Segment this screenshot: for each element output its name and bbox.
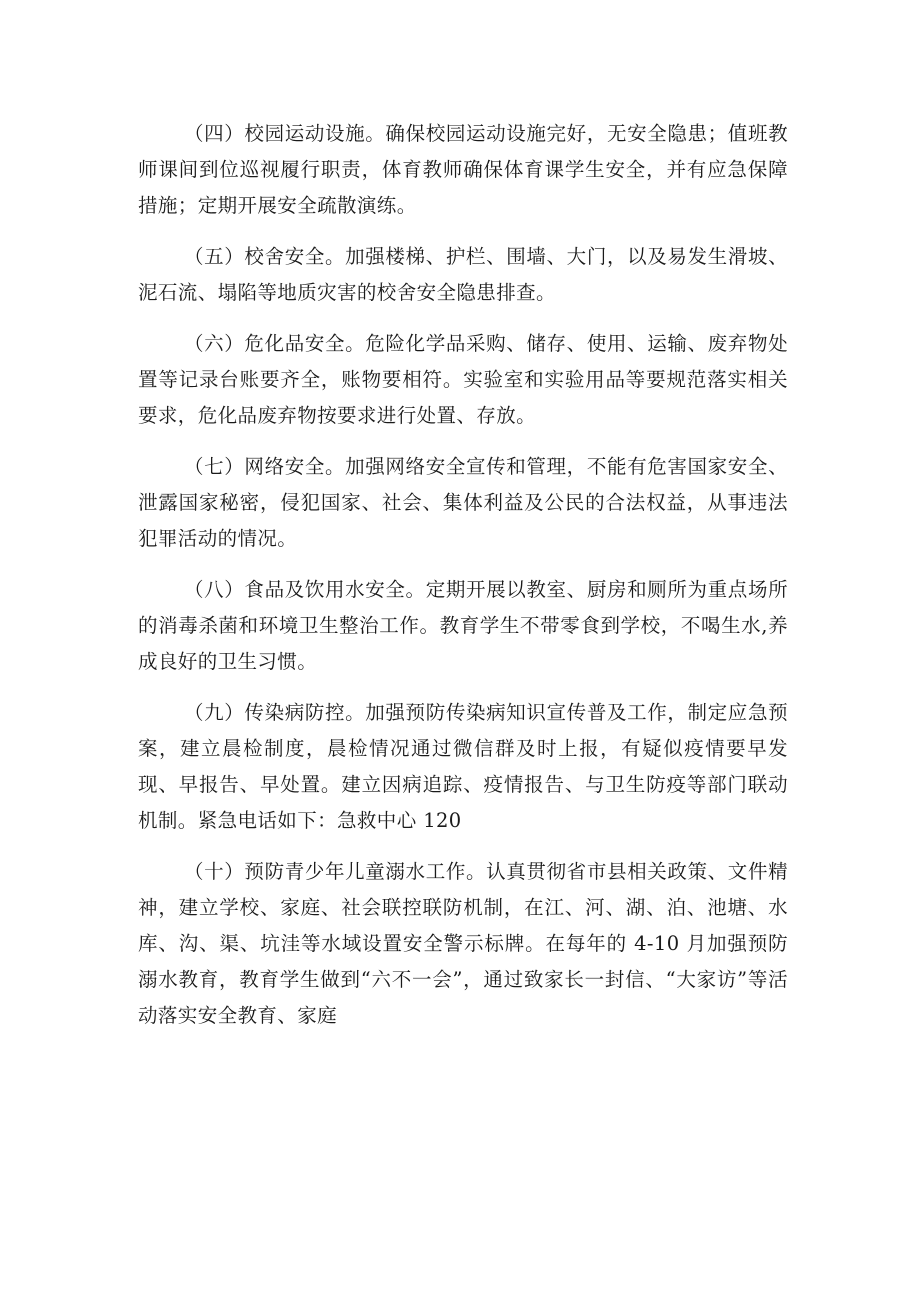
paragraph-infectious-disease-control: （九）传染病防控。加强预防传染病知识宣传普及工作，制定应急预案，建立晨检制度，晨检情况通过微信群及时上报，有疑似疫情要早发现、早报告、早处置。建立因病追踪、疫情报告、与卫生防疫等部门联动机制。紧急电话如下：急救中心 120 xyxy=(138,701,788,832)
paragraph-school-building-safety: （五）校舍安全。加强楼梯、护栏、围墙、大门，以及易发生滑坡、泥石流、塌陷等地质灾害的校舍安全隐患排查。 xyxy=(138,245,788,304)
paragraph-campus-sports-facilities: （四）校园运动设施。确保校园运动设施完好，无安全隐患；值班教师课间到位巡视履行职责，体育教师确保体育课学生安全，并有应急保障措施；定期开展安全疏散演练。 xyxy=(138,122,788,217)
document-body xyxy=(138,116,788,1049)
paragraph-drowning-prevention: （十）预防青少年儿童溺水工作。认真贯彻省市县相关政策、文件精神，建立学校、家庭、社会联控联防机制，在江、河、湖、泊、池塘、水库、沟、渠、坑洼等水域设置安全警示标牌。在每年的 4-10 月加强预防溺水教育，教育学生做到“六不一会”，通过致家长一封信、“大家访”等活动落实安全教育、家庭 xyxy=(138,860,788,1027)
paragraph-hazardous-chemicals-safety: （六）危化品安全。危险化学品采购、储存、使用、运输、废弃物处置等记录台账要齐全，账物要相符。实验室和实验用品等要规范落实相关要求，危化品废弃物按要求进行处置、存放。 xyxy=(138,332,788,427)
paragraph-network-safety: （七）网络安全。加强网络安全宣传和管理，不能有危害国家安全、泄露国家秘密，侵犯国家、社会、集体利益及公民的合法权益，从事违法犯罪活动的情况。 xyxy=(138,455,788,550)
paragraph-food-water-safety: （八）食品及饮用水安全。定期开展以教室、厨房和厕所为重点场所的消毒杀菌和环境卫生整治工作。教育学生不带零食到学校，不喝生水,养成良好的卫生习惯。 xyxy=(138,578,788,673)
